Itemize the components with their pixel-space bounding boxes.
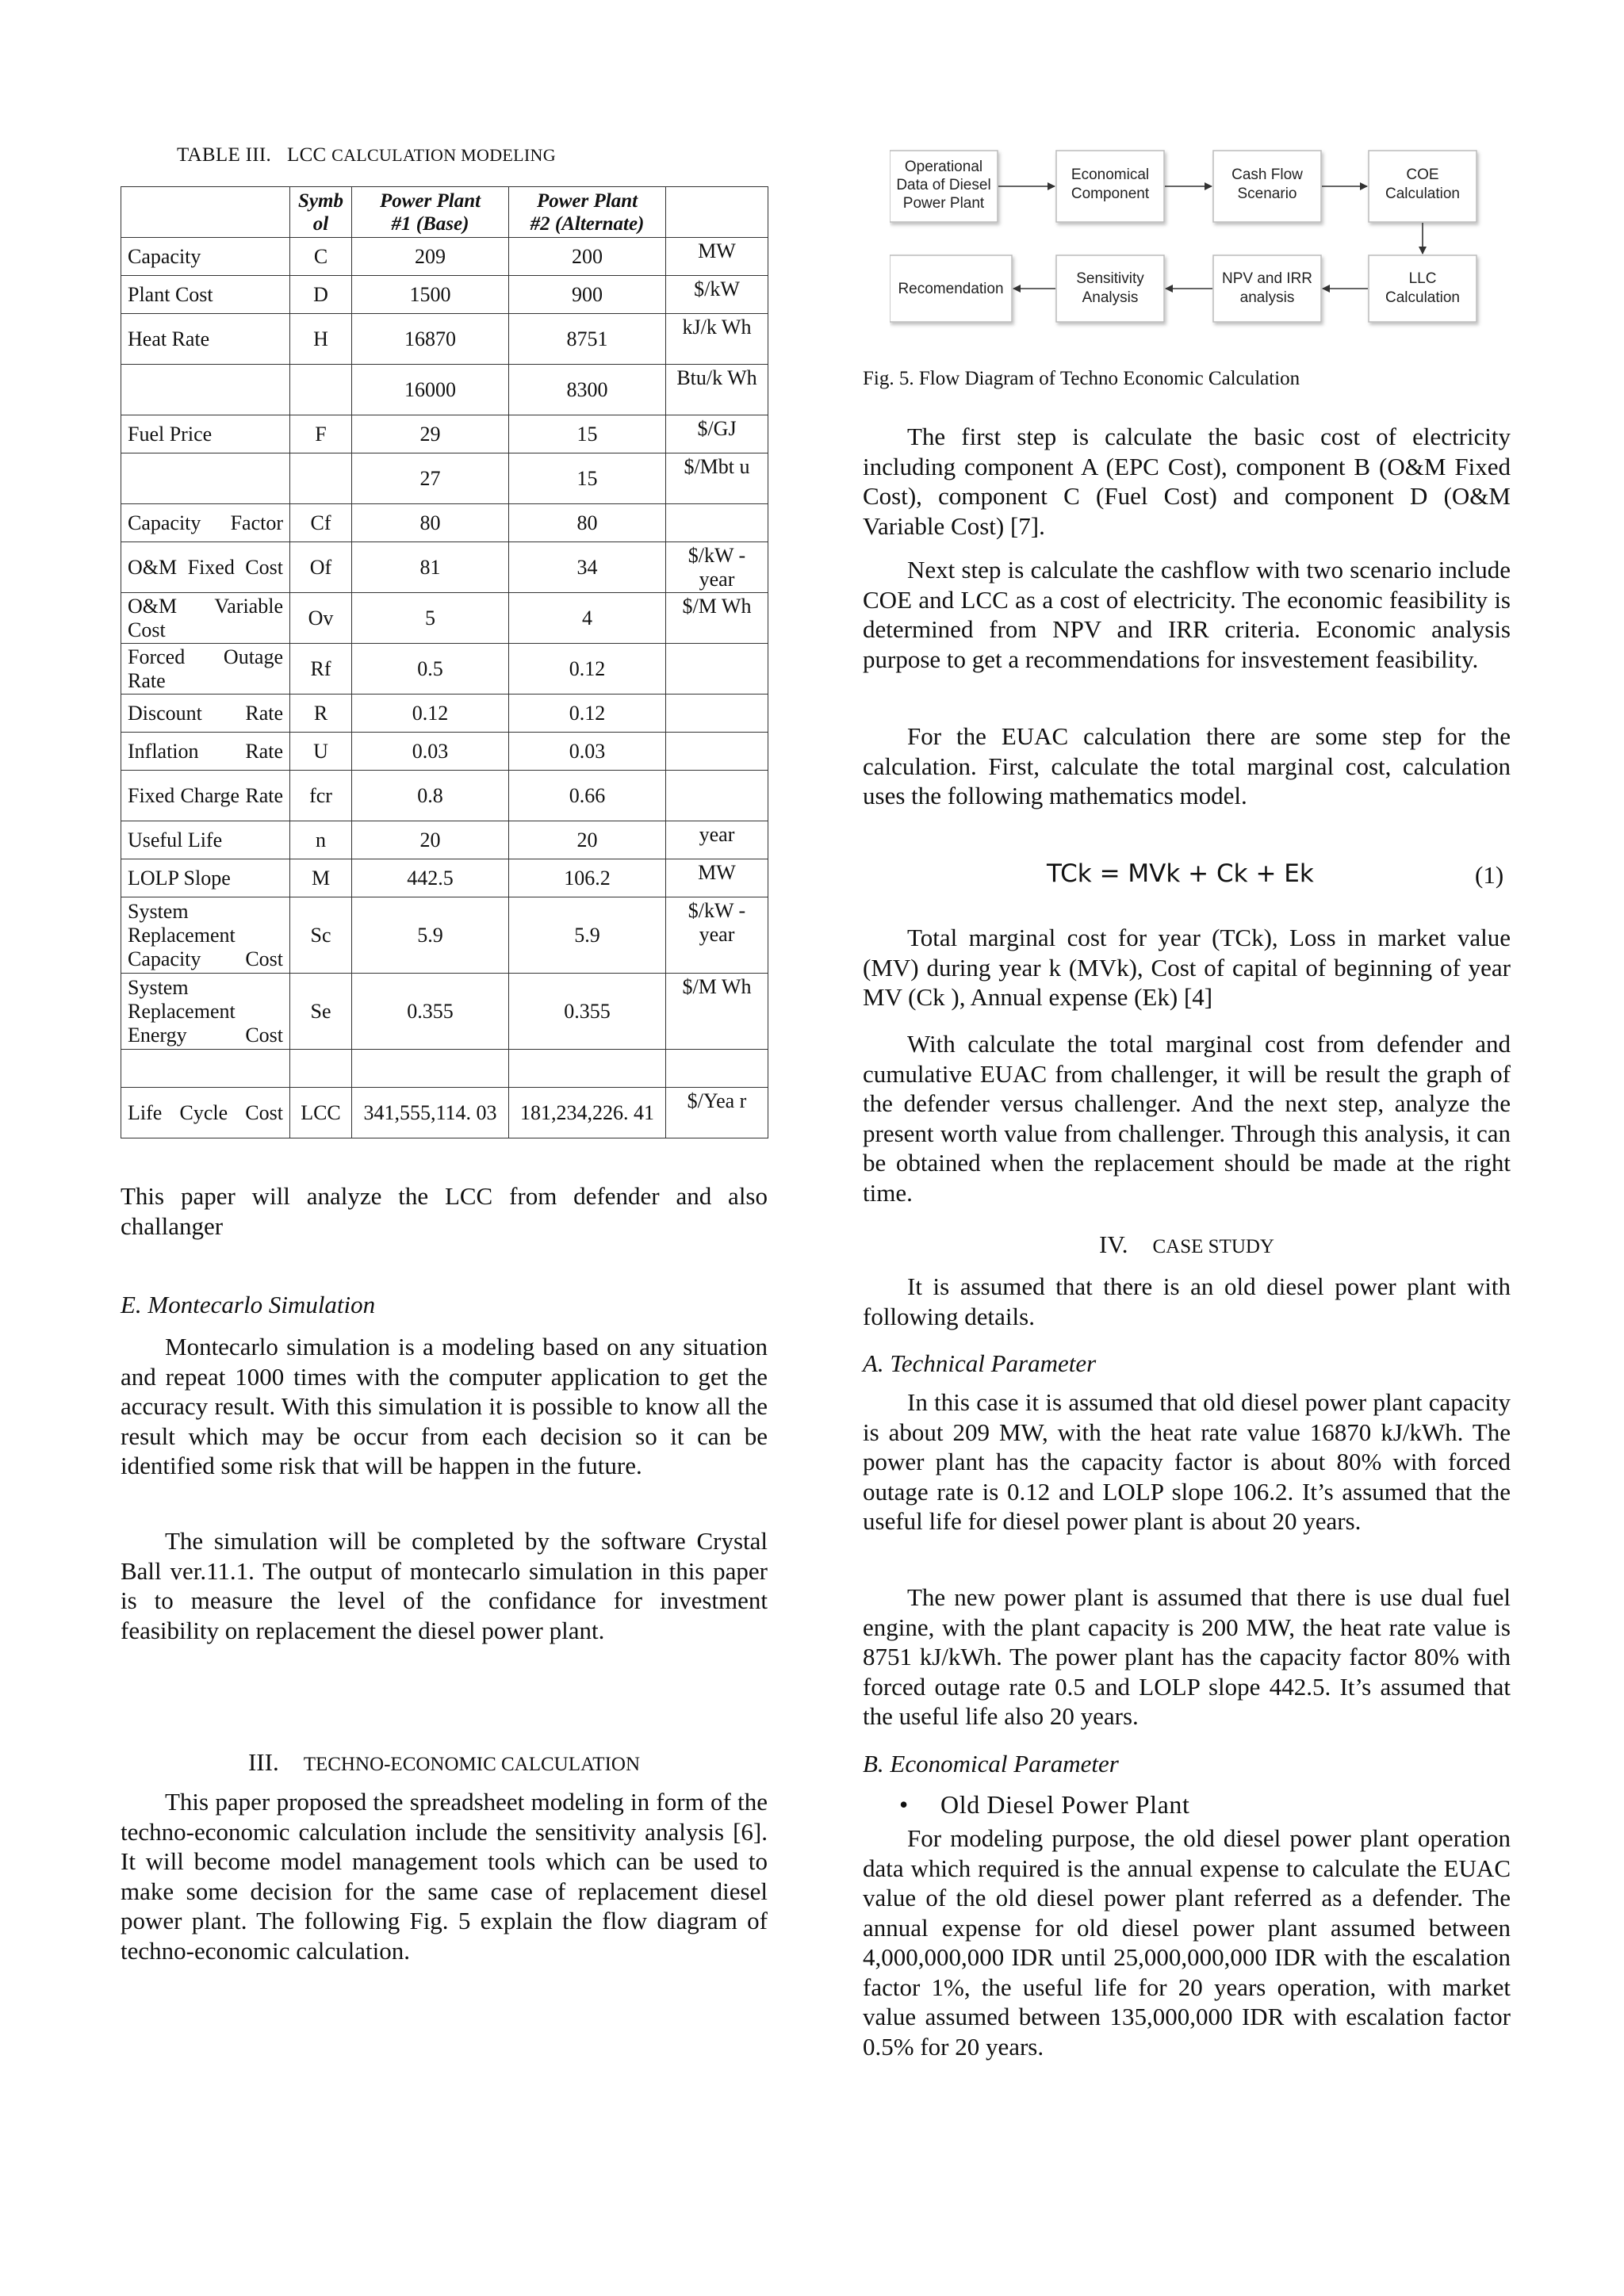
table-title-first: LCC <box>287 144 327 166</box>
cell-symbol: Rf <box>290 644 352 695</box>
cell-unit: $/kW -year <box>666 897 768 974</box>
cell-unit <box>666 771 768 821</box>
box-recomendation <box>890 255 1012 322</box>
cell-parameter: Fixed Charge Rate <box>121 771 290 821</box>
para-technical-new: The new power plant is assumed that there is use dual fuel engine, with the plant capacity is 200 MW, the heat rate value is 8751 kJ/kWh. The power plant has the capacity factor 80% with forced outage rate 0.5 and LOLP slope 442.5. It’s assumed that the useful life also 20 years. <box>863 1583 1511 1730</box>
svg-text:Economical: Economical <box>1071 166 1150 183</box>
cell-parameter: O&M Fixed Cost <box>121 542 290 593</box>
table-row <box>121 276 768 314</box>
cell-plant2: 5.9 <box>509 897 666 974</box>
para-technical-old: In this case it is assumed that old diesel power plant capacity is about 209 MW, with the heat rate value 16870 kJ/kWh. The power plant has the capacity factor is about 80% with forced outage rate is 0.12 and LOLP slope 106.2. It’s assumed that the useful life for diesel power plant is about 20 years. <box>863 1388 1511 1535</box>
cell-plant2: 34 <box>509 542 666 593</box>
header-plant2: Power Plant #2 (Alternate) <box>509 187 666 238</box>
table-row <box>121 542 768 593</box>
cell-plant1 <box>352 1050 509 1088</box>
cell-parameter <box>121 453 290 504</box>
svg-text:Data of Diesel: Data of Diesel <box>896 177 991 193</box>
section-4-title: CASE STUDY <box>1152 1236 1274 1257</box>
cell-parameter: Heat Rate <box>121 314 290 365</box>
cell-unit: $/Yea r <box>666 1088 768 1138</box>
cell-parameter <box>121 365 290 415</box>
cell-plant2: 8751 <box>509 314 666 365</box>
table-row <box>121 314 768 365</box>
cell-unit <box>666 644 768 695</box>
cell-unit: $/GJ <box>666 415 768 453</box>
svg-text:Recomendation: Recomendation <box>898 281 1004 297</box>
cell-symbol: H <box>290 314 352 365</box>
cell-parameter: Inflation Rate <box>121 733 290 771</box>
table-title: CALCULATION MODELING <box>331 145 556 165</box>
header-symbol: Symb ol <box>290 187 352 238</box>
svg-text:Sensitivity: Sensitivity <box>1076 270 1144 287</box>
cell-plant1: 5.9 <box>352 897 509 974</box>
cell-symbol: Ov <box>290 593 352 644</box>
cell-plant2: 8300 <box>509 365 666 415</box>
cell-parameter: Discount Rate <box>121 695 290 733</box>
svg-text:Cash Flow: Cash Flow <box>1231 166 1303 183</box>
cell-plant2: 0.355 <box>509 974 666 1050</box>
cell-parameter: LOLP Slope <box>121 859 290 897</box>
cell-symbol: fcr <box>290 771 352 821</box>
table-row <box>121 695 768 733</box>
table-caption <box>121 144 779 166</box>
equation-number: (1) <box>1475 861 1504 889</box>
cell-symbol: Se <box>290 974 352 1050</box>
cell-unit: $/M Wh <box>666 974 768 1050</box>
table-row <box>121 1088 768 1138</box>
box-sensitivity-analysis <box>1056 255 1164 322</box>
box-coe-calculation <box>1369 151 1477 222</box>
table-row <box>121 974 768 1050</box>
table-row <box>121 504 768 542</box>
cell-plant2: 0.12 <box>509 644 666 695</box>
table-row <box>121 453 768 504</box>
header-unit <box>666 187 768 238</box>
cell-symbol: C <box>290 238 352 276</box>
cell-plant1: 0.8 <box>352 771 509 821</box>
cell-unit <box>666 733 768 771</box>
cell-plant1: 16000 <box>352 365 509 415</box>
box-cash-flow-scenario <box>1213 151 1321 222</box>
bullet-icon: • <box>899 1790 909 1819</box>
svg-text:Calculation: Calculation <box>1385 289 1460 306</box>
table-row <box>121 365 768 415</box>
table-row <box>121 821 768 859</box>
cell-parameter: Capacity <box>121 238 290 276</box>
cell-unit: MW <box>666 238 768 276</box>
cell-unit: year <box>666 821 768 859</box>
cell-plant2: 181,234,226. 41 <box>509 1088 666 1138</box>
cell-unit: $/M Wh <box>666 593 768 644</box>
svg-text:COE: COE <box>1406 166 1439 183</box>
cell-parameter: System Replacement Energy Cost <box>121 974 290 1050</box>
cell-symbol <box>290 453 352 504</box>
para-techno-economic: This paper proposed the spreadsheet modeling in form of the techno-economic calculation include the sensitivity analysis [6]. It will become model management tools which can be used to make some decision for the same case of replacement diesel power plant. The following Fig. 5 explain the flow diagram of techno-economic calculation. <box>121 1788 768 1965</box>
cell-parameter <box>121 1050 290 1088</box>
heading-montecarlo: E. Montecarlo Simulation <box>121 1291 376 1318</box>
table-row <box>121 733 768 771</box>
cell-plant1: 341,555,114. 03 <box>352 1088 509 1138</box>
box-llc-calculation <box>1369 255 1477 322</box>
svg-text:analysis: analysis <box>1239 289 1295 306</box>
para-case-study: It is assumed that there is an old diesel power plant with following details. <box>863 1272 1511 1330</box>
cell-parameter: Life Cycle Cost <box>121 1088 290 1138</box>
cell-plant1: 209 <box>352 238 509 276</box>
cell-plant2: 0.12 <box>509 695 666 733</box>
para-marginal-cost: Total marginal cost for year (TCk), Loss in market value (MV) during year k (MVk), Cost of capital of beginning of year MV (Ck ), Annual expense (Ek) [4] <box>863 924 1511 1011</box>
cell-plant1: 0.03 <box>352 733 509 771</box>
cell-unit: Btu/k Wh <box>666 365 768 415</box>
cell-unit <box>666 1050 768 1088</box>
cell-unit: MW <box>666 859 768 897</box>
cell-plant1: 27 <box>352 453 509 504</box>
cell-unit: $/kW -year <box>666 542 768 593</box>
section-4-heading <box>863 1230 1511 1259</box>
section-3-title: TECHNO-ECONOMIC CALCULATION <box>303 1754 640 1775</box>
header-plant1: Power Plant #1 (Base) <box>352 187 509 238</box>
cell-symbol: M <box>290 859 352 897</box>
para-first-step: The first step is calculate the basic cost of electricity including component A (EPC Cost), component B (O&M Fixed Cost), component C (Fuel Cost) and component D (O&M Variable Cost) [7]. <box>863 423 1511 540</box>
table-row <box>121 859 768 897</box>
cell-plant2: 4 <box>509 593 666 644</box>
cell-parameter: Capacity Factor <box>121 504 290 542</box>
cell-parameter: Fuel Price <box>121 415 290 453</box>
lcc-table <box>121 186 768 1138</box>
cell-plant2: 900 <box>509 276 666 314</box>
para-old-diesel-economic: For modeling purpose, the old diesel power plant operation data which required is the annual expense to calculate the EUAC value of the old diesel power plant referred as a defender. The annual expense for old diesel power plant assumed between 4,000,000,000 IDR until 25,000,000,000 IDR with the escalation factor 1%, the useful life for 20 years operation, with market value assumed between 135,000,000 IDR with escalation factor 0.5% for 20 years. <box>863 1824 1511 2061</box>
cell-symbol: LCC <box>290 1088 352 1138</box>
cell-symbol <box>290 365 352 415</box>
svg-text:Power Plant: Power Plant <box>902 195 985 212</box>
para-euac: For the EUAC calculation there are some step for the calculation. First, calculate the total marginal cost, calculation uses the following mathematics model. <box>863 722 1511 809</box>
cell-parameter: Plant Cost <box>121 276 290 314</box>
cell-symbol <box>290 1050 352 1088</box>
svg-text:Calculation: Calculation <box>1385 186 1460 202</box>
cell-symbol: U <box>290 733 352 771</box>
heading-technical-parameter: A. Technical Parameter <box>863 1349 1097 1377</box>
bullet-label: Old Diesel Power Plant <box>940 1790 1190 1819</box>
cell-plant1: 29 <box>352 415 509 453</box>
header-parameter <box>121 187 290 238</box>
svg-text:LLC: LLC <box>1408 270 1437 287</box>
cell-unit: $/kW <box>666 276 768 314</box>
table-row <box>121 238 768 276</box>
cell-plant1: 80 <box>352 504 509 542</box>
cell-plant2: 15 <box>509 453 666 504</box>
table-row <box>121 593 768 644</box>
cell-symbol: n <box>290 821 352 859</box>
cell-parameter: System Replacement Capacity Cost <box>121 897 290 974</box>
svg-text:Scenario: Scenario <box>1237 186 1297 202</box>
svg-text:NPV and IRR: NPV and IRR <box>1221 270 1313 287</box>
cell-plant2: 0.03 <box>509 733 666 771</box>
cell-plant2: 80 <box>509 504 666 542</box>
cell-symbol: Cf <box>290 504 352 542</box>
cell-symbol: Of <box>290 542 352 593</box>
cell-symbol: D <box>290 276 352 314</box>
box-npv-irr-analysis <box>1213 255 1321 322</box>
flow-diagram <box>890 143 1492 333</box>
box-economical-component <box>1056 151 1164 222</box>
svg-text:Component: Component <box>1071 186 1150 202</box>
section-4-number: IV. <box>1099 1230 1128 1258</box>
table-row <box>121 771 768 821</box>
table-number: TABLE III. <box>176 144 271 166</box>
cell-plant2 <box>509 1050 666 1088</box>
cell-unit <box>666 695 768 733</box>
cell-symbol: R <box>290 695 352 733</box>
cell-plant1: 16870 <box>352 314 509 365</box>
cell-plant2: 200 <box>509 238 666 276</box>
cell-symbol: Sc <box>290 897 352 974</box>
cell-plant2: 106.2 <box>509 859 666 897</box>
cell-plant1: 20 <box>352 821 509 859</box>
cell-parameter: O&M Variable Cost <box>121 593 290 644</box>
table-header-row <box>121 187 768 238</box>
section-3-number: III. <box>247 1748 279 1776</box>
para-montecarlo-2: The simulation will be completed by the software Crystal Ball ver.11.1. The output of montecarlo simulation in this paper is to measure the level of the confidance for investment feasibility on replacement the diesel power plant. <box>121 1527 768 1644</box>
table-row <box>121 897 768 974</box>
svg-text:Operational: Operational <box>904 159 983 175</box>
cell-parameter: Forced Outage Rate <box>121 644 290 695</box>
bullet-old-diesel <box>899 1790 1190 1820</box>
cell-plant1: 5 <box>352 593 509 644</box>
cell-symbol: F <box>290 415 352 453</box>
para-montecarlo-1: Montecarlo simulation is a modeling based on any situation and repeat 1000 times with the computer application to get the accuracy result. With this simulation it is possible to know all the result which may be occur from each decision so it can be identified some risk that will be happen in the future. <box>121 1333 768 1479</box>
svg-text:Analysis: Analysis <box>1082 289 1139 306</box>
cell-unit: $/Mbt u <box>666 453 768 504</box>
table-row <box>121 415 768 453</box>
table-row <box>121 1050 768 1088</box>
cell-unit <box>666 504 768 542</box>
para-defender-challenger: With calculate the total marginal cost from defender and cumulative EUAC from challenger, it will be result the graph of the defender versus challenger. And the next step, analyze the present worth value from challenger. Through this analysis, it can be obtained when the replacement should be made at the right time. <box>863 1030 1511 1207</box>
equation: TCk = MVk + Ck + Ek <box>1047 859 1314 888</box>
para-next-step: Next step is calculate the cashflow with two scenario include COE and LCC as a cost of electricity. The economic feasibility is determined from NPV and IRR criteria. Economic analysis purpose to get a recommendations for insvestement feasibility. <box>863 556 1511 673</box>
figure-caption: Fig. 5. Flow Diagram of Techno Economic Calculation <box>863 368 1300 389</box>
table-row <box>121 644 768 695</box>
cell-plant1: 81 <box>352 542 509 593</box>
cell-plant1: 442.5 <box>352 859 509 897</box>
cell-unit: kJ/k Wh <box>666 314 768 365</box>
cell-parameter: Useful Life <box>121 821 290 859</box>
cell-plant2: 0.66 <box>509 771 666 821</box>
cell-plant2: 20 <box>509 821 666 859</box>
cell-plant1: 0.5 <box>352 644 509 695</box>
cell-plant1: 1500 <box>352 276 509 314</box>
cell-plant1: 0.12 <box>352 695 509 733</box>
section-3-heading <box>121 1748 768 1777</box>
cell-plant2: 15 <box>509 415 666 453</box>
heading-economical-parameter: B. Economical Parameter <box>863 1750 1119 1777</box>
box-operational-data <box>890 151 998 222</box>
cell-plant1: 0.355 <box>352 974 509 1050</box>
para-lcc-analysis: This paper will analyze the LCC from defender and also challanger <box>121 1182 768 1240</box>
